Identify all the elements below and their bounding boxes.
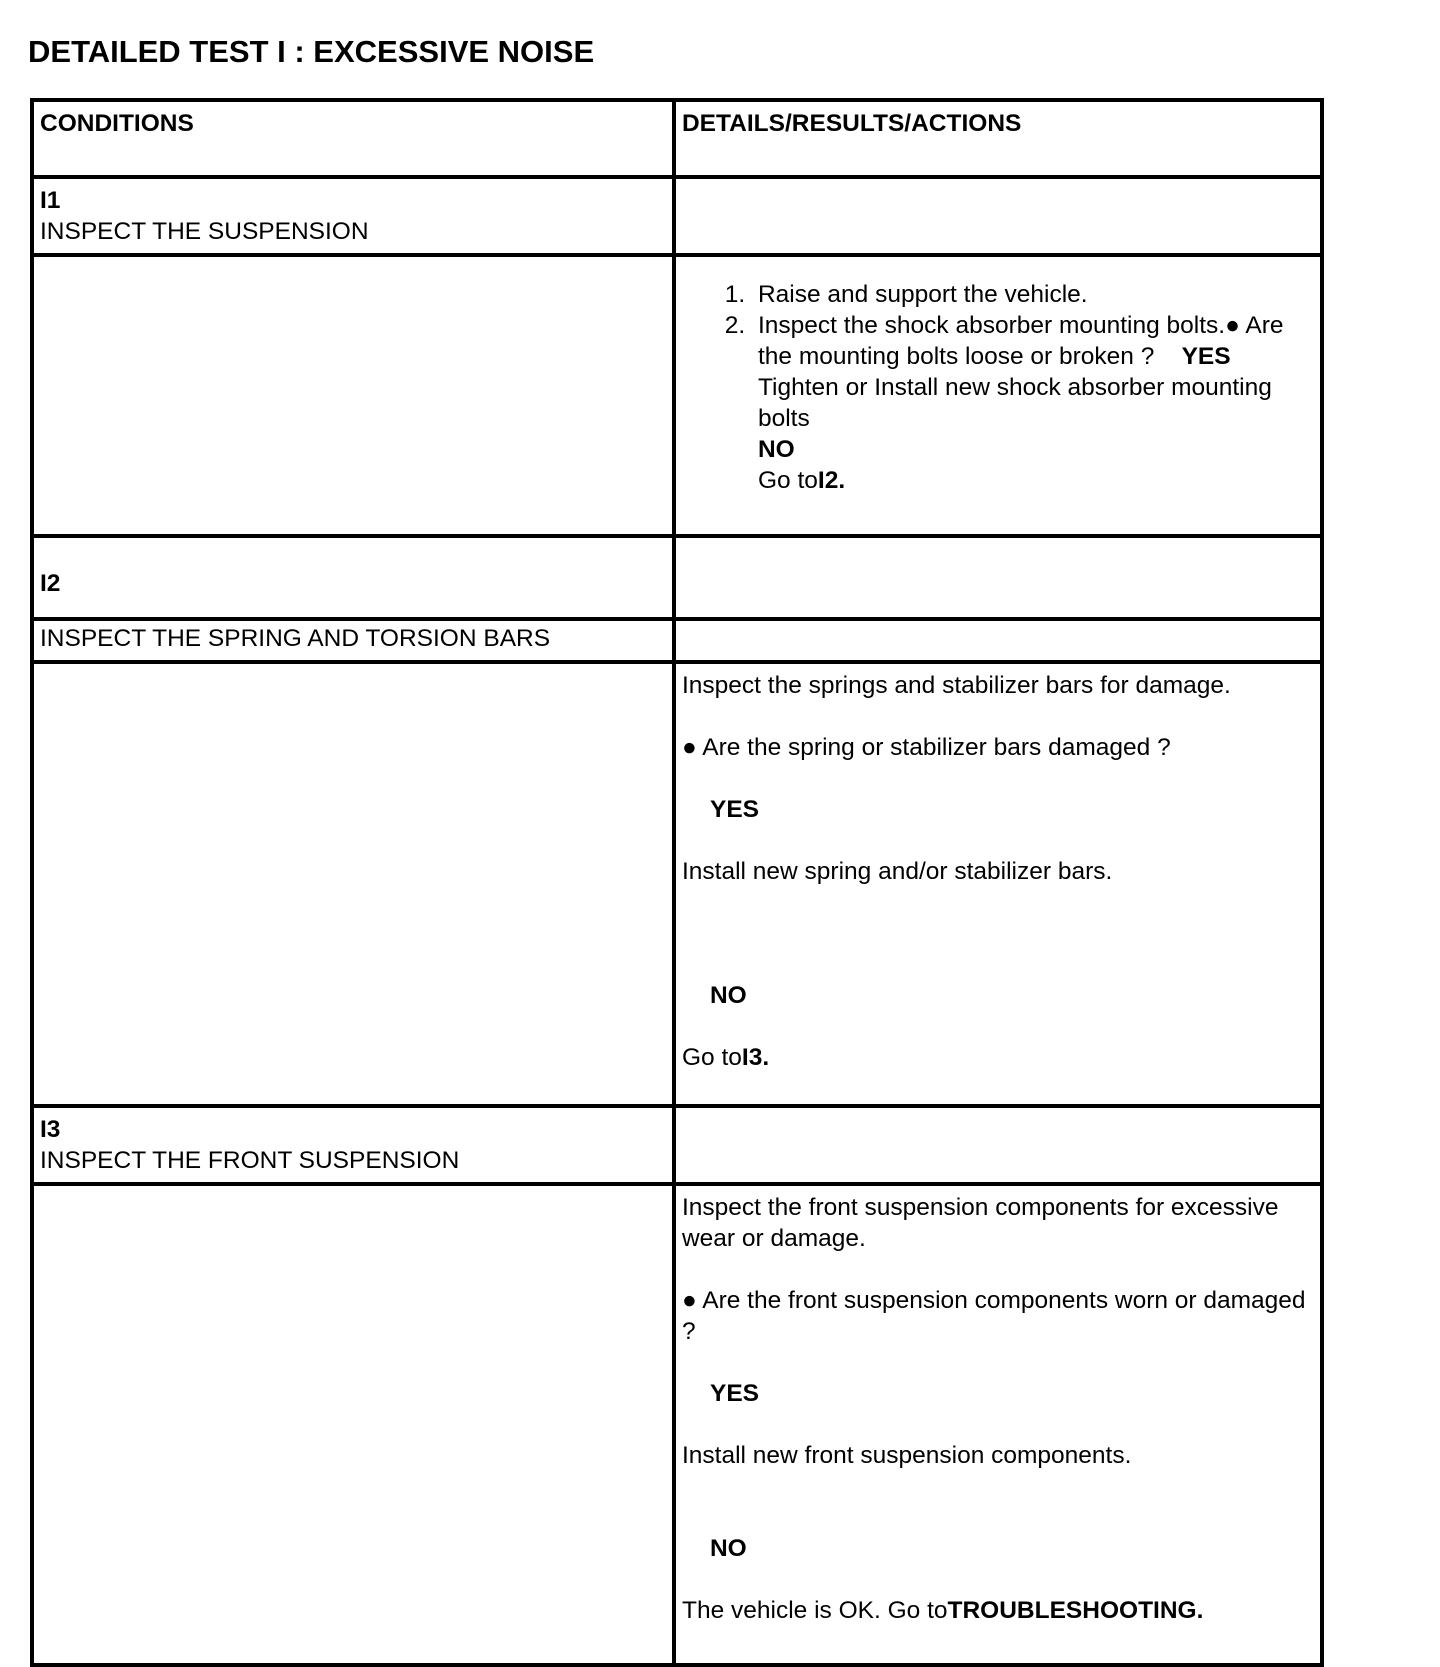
i3-no-target: TROUBLESHOOTING. — [947, 1597, 1204, 1624]
i2-body-empty-cell — [32, 662, 674, 1106]
i1-no-label: NO — [757, 436, 795, 463]
i3-label: INSPECT THE FRONT SUSPENSION — [40, 1147, 460, 1174]
i2-label-empty-cell — [674, 619, 1322, 662]
i2-go-to: Go to — [681, 1044, 742, 1071]
i1-empty-cell — [674, 177, 1322, 255]
table-row — [32, 536, 1322, 619]
i1-yes-action: Tighten or Install new shock absorber mounting bolts — [757, 374, 1272, 432]
table-row — [32, 1184, 1322, 1665]
i1-steps-list — [682, 279, 1314, 496]
i3-code: I3 — [40, 1116, 61, 1143]
i3-inspect-text: Inspect the front suspension components for excessive wear or damage. — [681, 1194, 1279, 1252]
i3-no-label: NO — [709, 1535, 747, 1562]
table-row — [32, 662, 1322, 1106]
diagnostic-table — [30, 98, 1324, 1667]
i1-condition-cell — [32, 177, 674, 255]
i1-details-cell — [674, 255, 1322, 536]
i1-go-to: Go to — [757, 467, 818, 494]
table-row — [32, 1106, 1322, 1184]
i1-step-2-text: Inspect the shock absorber mounting bolts.● Are the mounting bolts loose or broken ? — [757, 312, 1284, 370]
i3-yes-action: Install new front suspension components. — [681, 1442, 1132, 1469]
details-header: DETAILS/RESULTS/ACTIONS — [674, 100, 1322, 177]
i2-details-cell — [674, 662, 1322, 1106]
i1-yes-label: YES — [1181, 343, 1231, 370]
table-header-row — [32, 100, 1322, 177]
conditions-header: CONDITIONS — [32, 100, 674, 177]
page-title: DETAILED TEST I : EXCESSIVE NOISE — [28, 34, 595, 69]
table-row — [32, 255, 1322, 536]
i2-yes-label: YES — [709, 796, 760, 823]
i3-question: ● Are the front suspension components worn or damaged ? — [681, 1287, 1306, 1345]
i1-code: I1 — [40, 187, 61, 214]
i3-details-cell — [674, 1184, 1322, 1665]
table-row — [32, 177, 1322, 255]
i2-go-target: I3. — [741, 1044, 770, 1071]
i3-no-line — [682, 1595, 1314, 1626]
i2-code: I2 — [40, 570, 61, 597]
i2-no-label: NO — [709, 982, 747, 1009]
i1-body-empty-cell — [32, 255, 674, 536]
i2-inspect-text: Inspect the springs and stabilizer bars for damage. — [681, 672, 1231, 699]
i2-code-cell — [32, 536, 674, 619]
i1-label: INSPECT THE SUSPENSION — [40, 218, 369, 245]
table-row — [32, 619, 1322, 662]
i2-go-line — [682, 1042, 1314, 1073]
i1-step-1: 1. Raise and support the vehicle. — [752, 279, 1314, 310]
i2-question: ● Are the spring or stabilizer bars damaged ? — [681, 734, 1171, 761]
i1-go-target: I2. — [817, 467, 846, 494]
i2-label: INSPECT THE SPRING AND TORSION BARS — [32, 619, 674, 662]
i1-step-2 — [752, 310, 1314, 496]
i2-yes-action: Install new spring and/or stabilizer bars. — [681, 858, 1113, 885]
i3-no-action: The vehicle is OK. Go to — [681, 1597, 948, 1624]
i3-empty-cell — [674, 1106, 1322, 1184]
i3-yes-label: YES — [709, 1380, 760, 1407]
i3-condition-cell — [32, 1106, 674, 1184]
i3-body-empty-cell — [32, 1184, 674, 1665]
i2-empty-cell — [674, 536, 1322, 619]
